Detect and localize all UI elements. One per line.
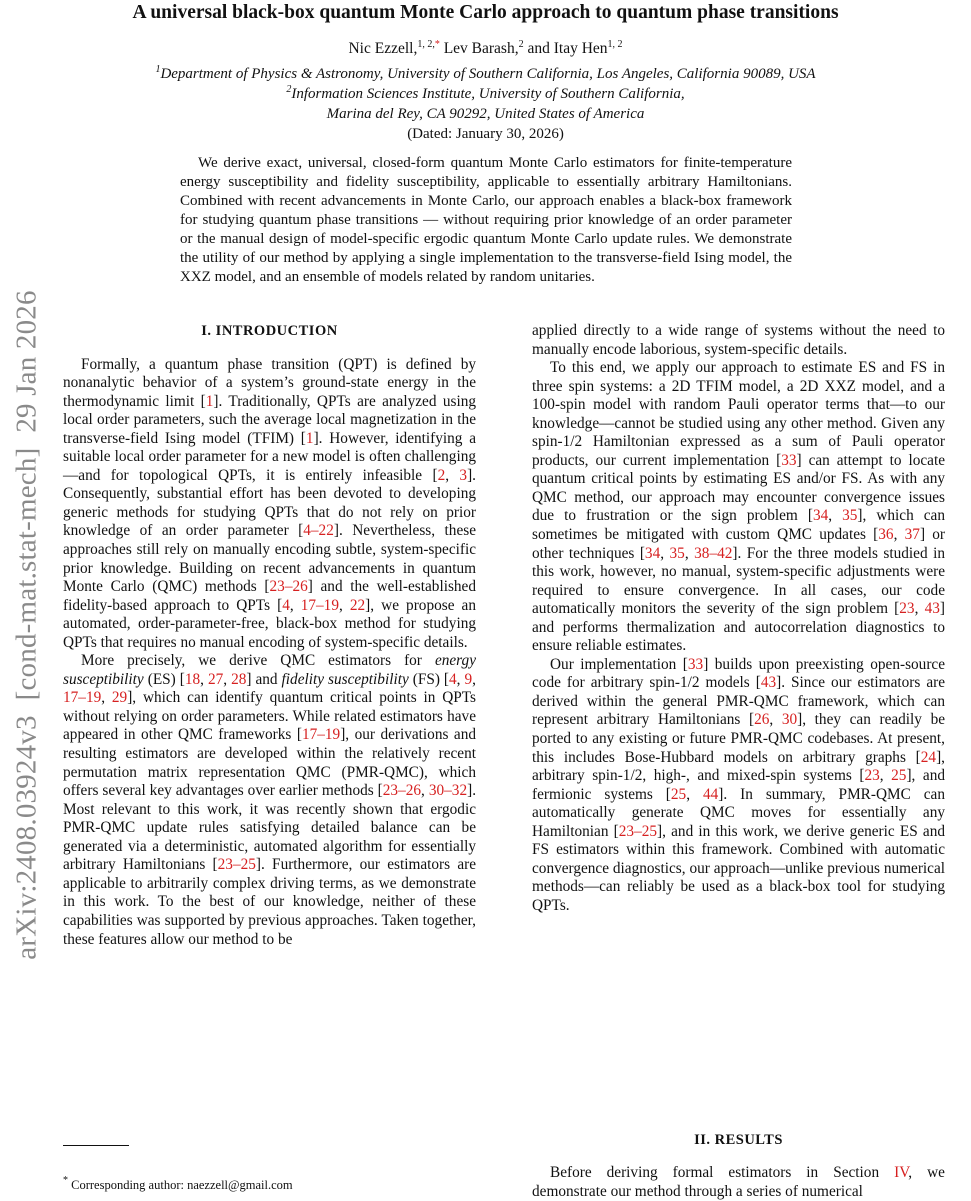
citation-link[interactable]: 27 (207, 670, 224, 688)
emphasized-term: energy susceptibility (63, 652, 476, 688)
corresponding-author-mark[interactable]: * (434, 39, 440, 50)
section-heading-introduction: I. INTRODUCTION (201, 323, 338, 339)
citation-link[interactable]: 1 (205, 392, 214, 410)
citation-link[interactable]: 25 (670, 785, 687, 803)
paragraph: Before deriving formal estimators in Section IV, we demonstrate our method through a series of numerical (532, 1164, 945, 1200)
left-paragraphs (63, 356, 476, 950)
citation-link[interactable]: 4 (449, 670, 457, 688)
paper-title: A universal black-box quantum Monte Carlo approach to quantum phase transitions (132, 2, 839, 23)
citation-link[interactable]: 18 (184, 670, 201, 688)
arxiv-identifier[interactable]: arXiv:2408.03924v3 [cond-mat.stat-mech] 29 Jan 2026 (10, 290, 43, 960)
footnote-mark: * (63, 1175, 68, 1186)
citation-link[interactable]: 23–26 (382, 782, 422, 800)
citation-link[interactable]: 26 (754, 711, 770, 729)
citation-link[interactable]: 28 (231, 670, 247, 688)
citation-link[interactable]: 23 (864, 767, 880, 785)
affiliation-text: Department of Physics & Astronomy, University of Southern California, Los Angeles, California 90089, USA (160, 66, 816, 82)
citation-link[interactable]: 30–32 (428, 782, 468, 800)
affiliation-2 (0, 86, 971, 103)
citation-link[interactable]: 17–19 (301, 726, 341, 744)
left-column (63, 322, 476, 949)
citation-link[interactable]: 23–26 (269, 578, 308, 596)
citation-link[interactable]: 2 (437, 466, 446, 484)
citation-link[interactable]: 23 (899, 600, 915, 618)
citation-link[interactable]: 36 (878, 526, 894, 544)
section-heading-results: II. RESULTS (694, 1131, 783, 1148)
author-affiliation-marks: 1, 2 (607, 39, 623, 50)
emphasized-term: fidelity susceptibility (281, 670, 409, 688)
author-list (0, 40, 971, 58)
citation-link[interactable]: 43 (924, 600, 940, 618)
citation-link[interactable]: 17–19 (63, 689, 102, 707)
citation-link[interactable]: 4–22 (303, 522, 334, 540)
citation-link[interactable]: 34 (812, 507, 829, 525)
citation-link[interactable]: 17–19 (300, 596, 339, 614)
citation-link[interactable]: 44 (702, 785, 719, 803)
citation-link[interactable]: 35 (669, 544, 685, 562)
citation-link[interactable]: 25 (891, 767, 907, 785)
paragraph: Our implementation [33] builds upon preexisting open-source code for arbitrary spin-1/2 models [43]. Since our estimators are derived within the general PMR-QMC framework, which can represent arbitrary Hamiltonians [26, 30], they can readily be ported to any existing or future PMR-QMC codebases. At present, this includes Bose-Hubbard models on arbitrary graphs [24], arbitrary spin-1/2, high-, and mixed-spin systems [23, 25], and fermionic systems [25, 44]. In summary, PMR-QMC can automatically generate QMC moves for essentially any Hamiltonian [23–25], and in this work, we derive generic ES and FS estimators within this framework. Combined with automatic convergence diagnostics, our approach—unlike previous numerical methods—can reliably be used as a black-box tool for studying QPTs. (532, 655, 946, 914)
citation-link[interactable]: 23–25 (217, 856, 256, 874)
citation-link[interactable]: 34 (644, 544, 661, 562)
citation-link[interactable]: 43 (760, 674, 777, 692)
affiliation-1 (0, 66, 971, 83)
paragraph: More precisely, we derive QMC estimators for energy susceptibility (ES) [18, 27, 28] and fidelity susceptibility (FS) [4, 9, 17–19, 29], which can identify quantum critical points in QPTs without relying on order parameters. While related estimators have appeared in other QMC frameworks [17–19], our derivations and resulting estimators are developed within the relatively recent permutation matrix representation QMC (PMR-QMC), which offers several key advantages over earlier methods [23–26, 30–32]. Most relevant to this work, it was recently shown that ergodic PMR-QMC update rules satisfying detailed balance can be generated via a deterministic, automated algorithm for essentially arbitrary Hamiltonians [23–25]. Furthermore, our estimators are applicable to arbitrarily complex driving terms, as we demonstrate in this work. To the best of our knowledge, neither of these capabilities was supported by previous approaches. Taken together, these features allow our method to be (63, 652, 477, 948)
citation-link[interactable]: IV (894, 1164, 909, 1182)
citation-link[interactable]: 33 (687, 655, 704, 673)
citation-link[interactable]: 33 (781, 451, 797, 469)
paragraph: To this end, we apply our approach to estimate ES and FS in three spin systems: a 2D TFIM model, a 2D XXZ model, and a 100-spin model with random Pauli operator terms that—to our knowledge—cannot be studied using any other method. Given any spin-1/2 Hamiltonian expressed as a sum of Pauli operator products, our current implementation [33] can attempt to locate quantum critical points by estimating ES and/or FS. As with any QMC method, our approach may encounter convergence issues due to frustration or the sign problem [34, 35], which can sometimes be mitigated with custom QMC updates [36, 37] or other techniques [34, 35, 38–42]. For the three models studied in this work, however, no manual, system-specific adjustments were required to ensure convergence. In all cases, our code automatically monitors the severity of the sign problem [23, 43] and performs thermalization and autocorrelation diagnostics to ensure reliable estimates. (532, 359, 945, 655)
affiliation-text: Information Sciences Institute, University of Southern California, (291, 86, 685, 102)
date-line: (Dated: January 30, 2026) (407, 126, 564, 142)
paragraph: applied directly to a wide range of systems without the need to manually encode laborious, system-specific details. (532, 322, 945, 358)
author-affiliation-marks: 2 (518, 39, 524, 50)
citation-link[interactable]: 29 (111, 689, 128, 707)
affiliation-number: 1 (155, 64, 161, 75)
citation-link[interactable]: 9 (464, 670, 473, 688)
right-paragraphs (532, 322, 945, 916)
abstract: We derive exact, universal, closed-form quantum Monte Carlo estimators for finite-temperature energy susceptibility and fidelity susceptibility, applicable to essentially arbitrary Hamiltonians. Combined with recent advancements in Monte Carlo, our approach enables a black-box framework for studying quantum phase transitions — without requiring prior knowledge of an order parameter or the manual design of model-specific ergodic quantum Monte Carlo update rules. We demonstrate the utility of our method by applying a single implementation to the transverse-field Ising model, the XXZ model, and an ensemble of models related by random unitaries. (180, 155, 792, 285)
citation-link[interactable]: 30 (781, 711, 798, 729)
results-paragraphs (532, 1164, 945, 1201)
citation-link[interactable]: 22 (349, 596, 366, 614)
citation-link[interactable]: 35 (842, 507, 858, 525)
citation-link[interactable]: 24 (920, 748, 937, 766)
footnote (63, 1175, 293, 1193)
citation-link[interactable]: 23–25 (618, 822, 658, 840)
author-name: and Itay Hen (527, 40, 608, 57)
citation-link[interactable]: 1 (305, 429, 314, 447)
footnote-divider (63, 1145, 129, 1146)
footnote-text: Corresponding author: naezzell@gmail.com (68, 1178, 293, 1192)
citation-link[interactable]: 3 (459, 466, 468, 484)
citation-link[interactable]: 38–42 (694, 544, 733, 562)
author-affiliation-marks: 1, 2, (417, 39, 435, 50)
author-name: Lev Barash, (443, 40, 519, 57)
affiliation-text: Marina del Rey, CA 90292, United States of America (326, 106, 645, 122)
paragraph: Formally, a quantum phase transition (QPT) is defined by nonanalytic behavior of a system’s ground-state energy in the thermodynamic limit [1]. Traditionally, QPTs are analyzed using local order parameters, such the average local magnetization in the transverse-field Ising model (TFIM) [1]. However, identifying a suitable local order parameter for a new model is often challenging—and for topological QPTs, it is entirely infeasible [2, 3]. Consequently, substantial effort has been devoted to developing generic methods for studying QPTs that do not rely on prior knowledge of an order parameter [4–22]. Nevertheless, these approaches still rely on manually encoding subtle, system-specific prior knowledge. Building on recent advancements in quantum Monte Carlo (QMC) methods [23–26] and the well-established fidelity-based approach to QPTs [4, 17–19, 22], we propose an automated, order-parameter-free, black-box method for studying QPTs that requires no manual encoding of system-specific details. (63, 355, 476, 651)
author-name: Nic Ezzell, (348, 40, 418, 57)
right-column (532, 322, 945, 1201)
affiliation-number: 2 (286, 84, 292, 95)
citation-link[interactable]: 4 (282, 596, 290, 614)
affiliation-2-address (0, 106, 971, 123)
citation-link[interactable]: 37 (904, 526, 920, 544)
